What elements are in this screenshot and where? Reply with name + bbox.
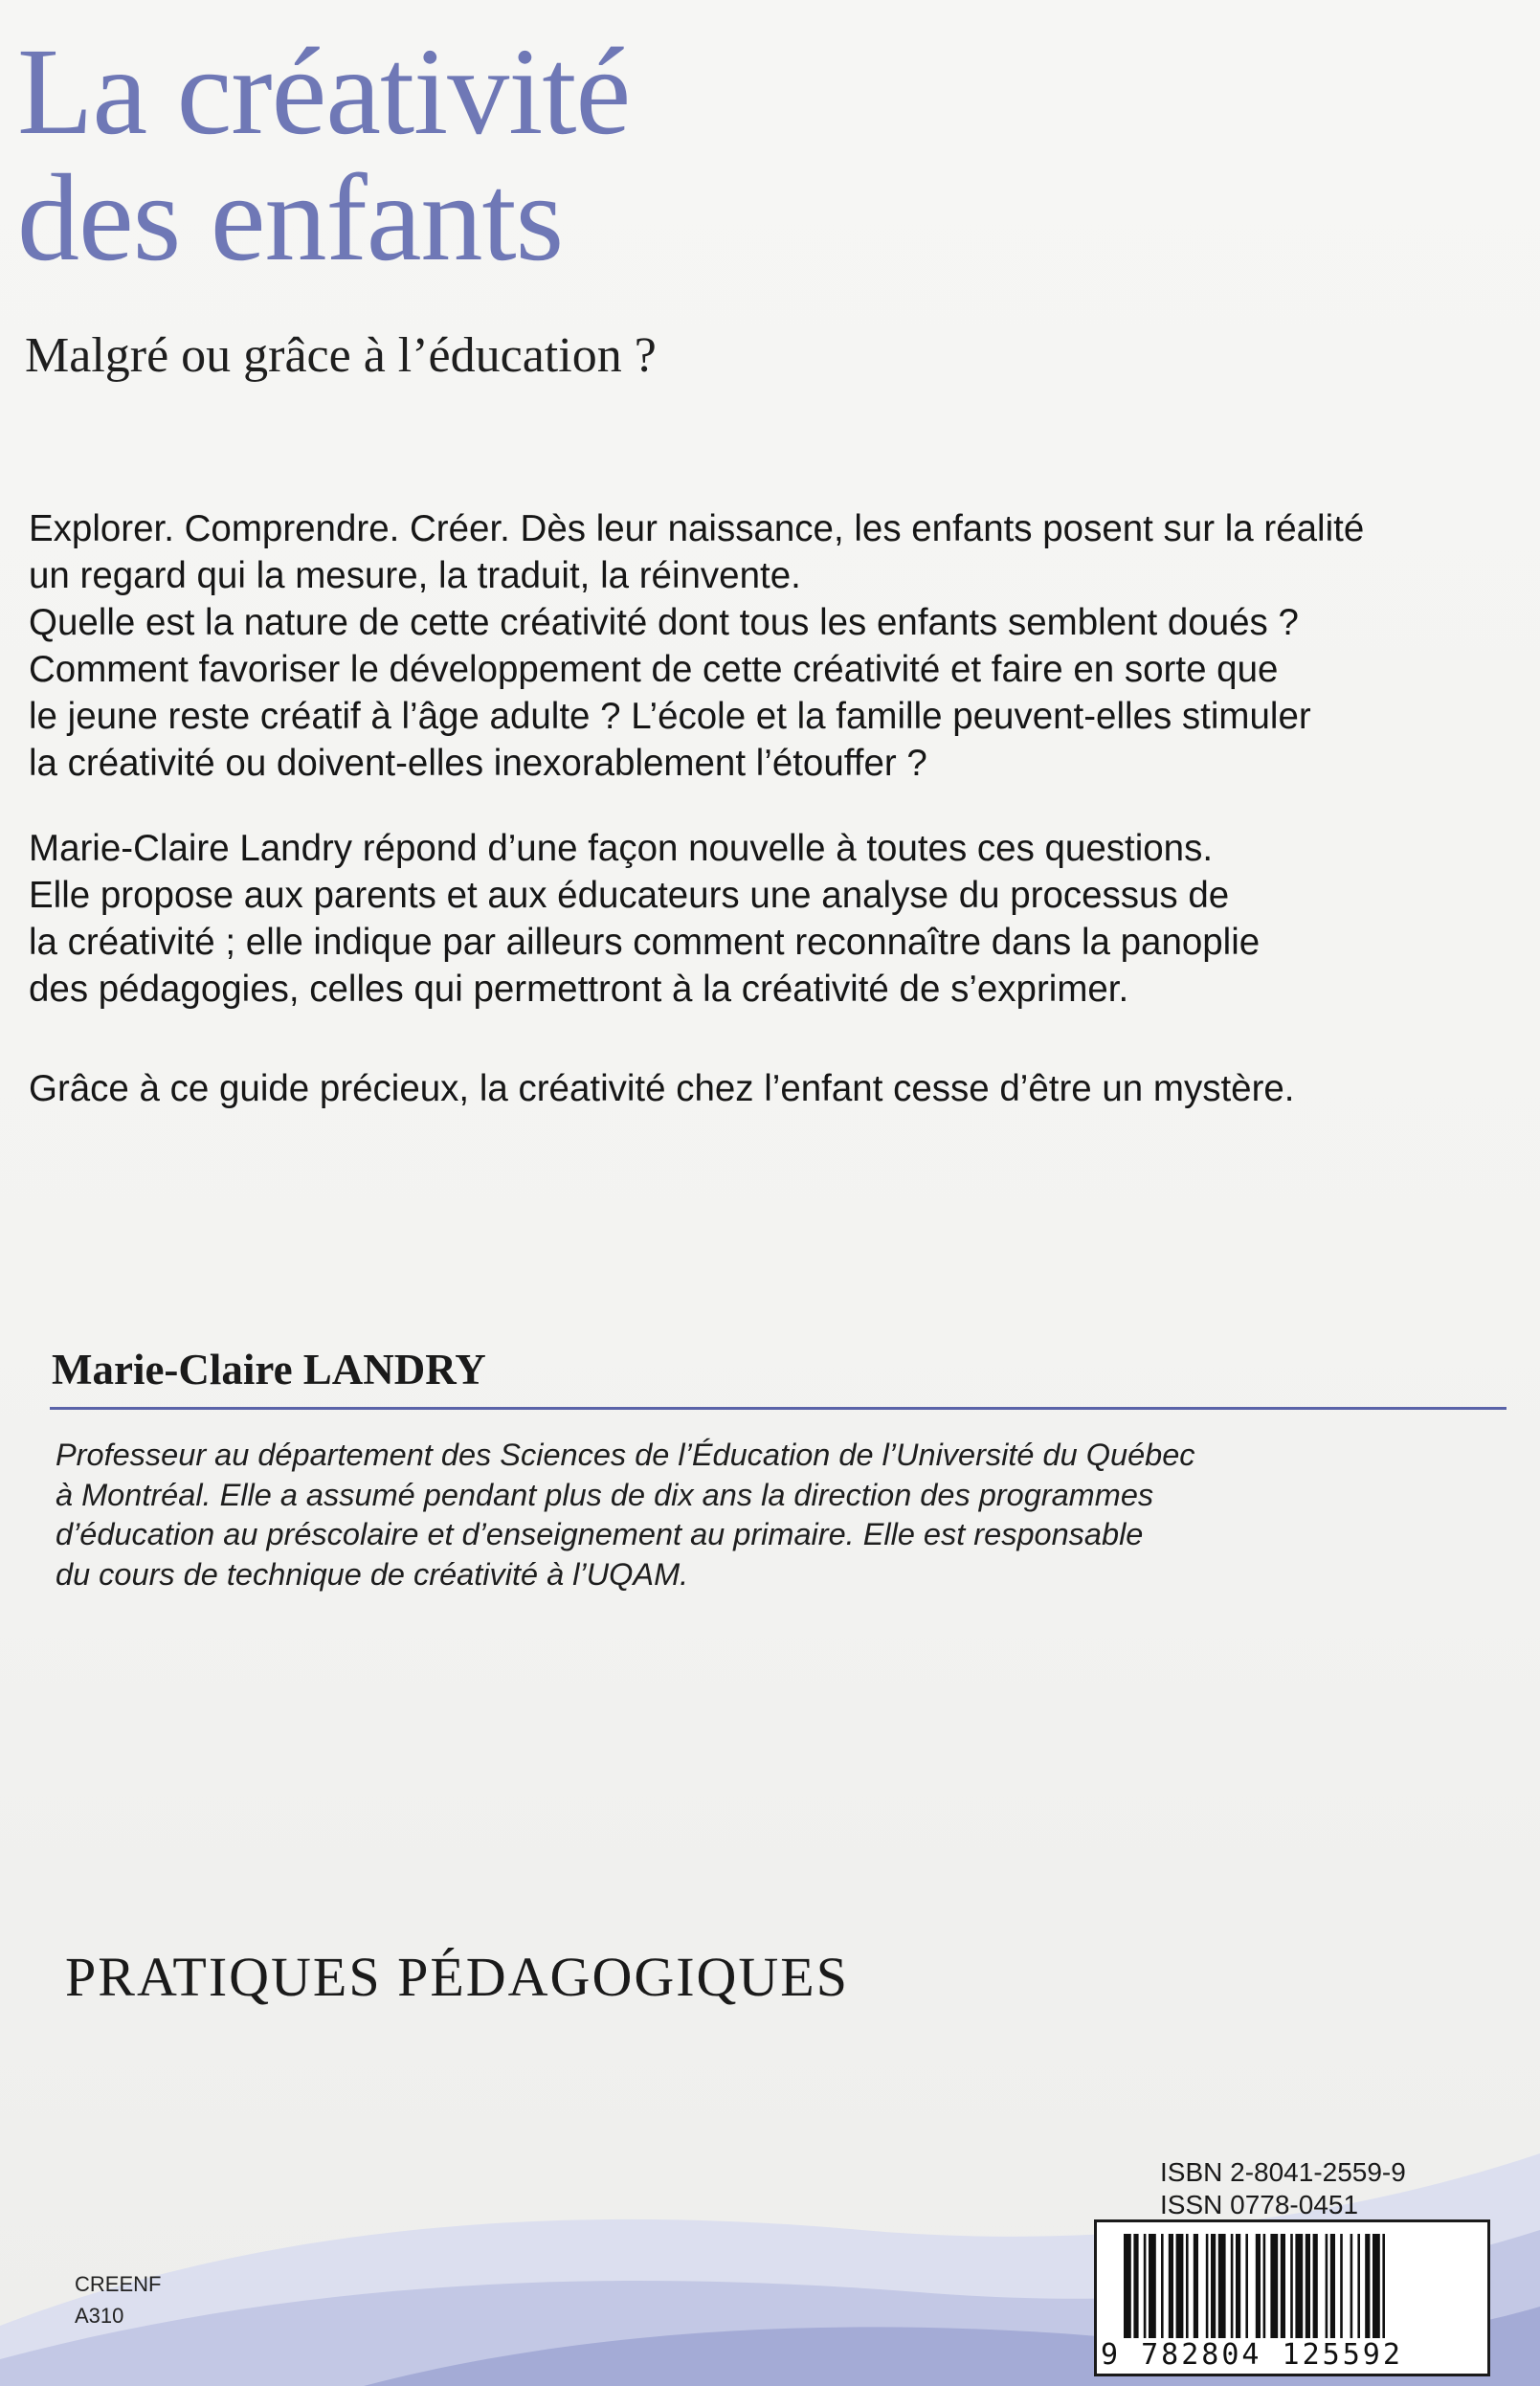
- description-paragraph-1: [29, 505, 1503, 787]
- text-line: un regard qui la mesure, la traduit, la réinvente.: [29, 555, 801, 596]
- issn-number: ISSN 0778-0451: [1160, 2190, 1359, 2219]
- ref-code-1: CREENF: [75, 2272, 162, 2296]
- author-bio: [56, 1436, 1491, 1594]
- description-paragraph-3: [29, 1065, 1503, 1112]
- text-line: le jeune reste créatif à l’âge adulte ? L’école et la famille peuvent-elles stimuler: [29, 696, 1311, 737]
- collection-name: PRATIQUES PÉDAGOGIQUES: [65, 1946, 849, 2008]
- isbn-number: ISBN 2-8041-2559-9: [1160, 2157, 1406, 2187]
- bio-line: à Montréal. Elle a assumé pendant plus de dix ans la direction des programmes: [56, 1477, 1154, 1512]
- text-line: des pédagogies, celles qui permettront à la créativité de s’exprimer.: [29, 969, 1129, 1010]
- barcode-bars-icon: [1124, 2234, 1468, 2339]
- book-title: [17, 23, 879, 287]
- isbn-block: [1160, 2156, 1406, 2221]
- title-line-2: des enfants: [17, 149, 564, 287]
- author-name: Marie-Claire LANDRY: [52, 1346, 486, 1394]
- text-line: Comment favoriser le développement de cette créativité et faire en sorte que: [29, 649, 1279, 690]
- barcode: [1094, 2219, 1490, 2376]
- description-paragraph-2: [29, 825, 1503, 1013]
- ean-number: 9 782804 125592: [1101, 2338, 1484, 2372]
- bio-line: du cours de technique de créativité à l’UQAM.: [56, 1556, 689, 1592]
- book-subtitle: Malgré ou grâce à l’éducation ?: [25, 328, 657, 383]
- text-line: Explorer. Comprendre. Créer. Dès leur naissance, les enfants posent sur la réalité: [29, 508, 1365, 549]
- author-divider: [50, 1407, 1507, 1410]
- reference-codes: [75, 2268, 161, 2331]
- bio-line: d’éducation au préscolaire et d’enseignement au primaire. Elle est responsable: [56, 1517, 1144, 1551]
- bio-line: Professeur au département des Sciences de l’Éducation de l’Université du Québec: [56, 1438, 1195, 1472]
- text-line: la créativité ou doivent-elles inexorablement l’étouffer ?: [29, 743, 927, 784]
- text-line: la créativité ; elle indique par ailleurs comment reconnaître dans la panoplie: [29, 922, 1261, 963]
- title-line-1: La créativité: [17, 23, 631, 161]
- text-line: Grâce à ce guide précieux, la créativité chez l’enfant cesse d’être un mystère.: [29, 1068, 1295, 1109]
- text-line: Elle propose aux parents et aux éducateurs une analyse du processus de: [29, 875, 1230, 916]
- ref-code-2: A310: [75, 2304, 124, 2328]
- text-line: Quelle est la nature de cette créativité dont tous les enfants semblent doués ?: [29, 602, 1299, 643]
- text-line: Marie-Claire Landry répond d’une façon nouvelle à toutes ces questions.: [29, 828, 1214, 869]
